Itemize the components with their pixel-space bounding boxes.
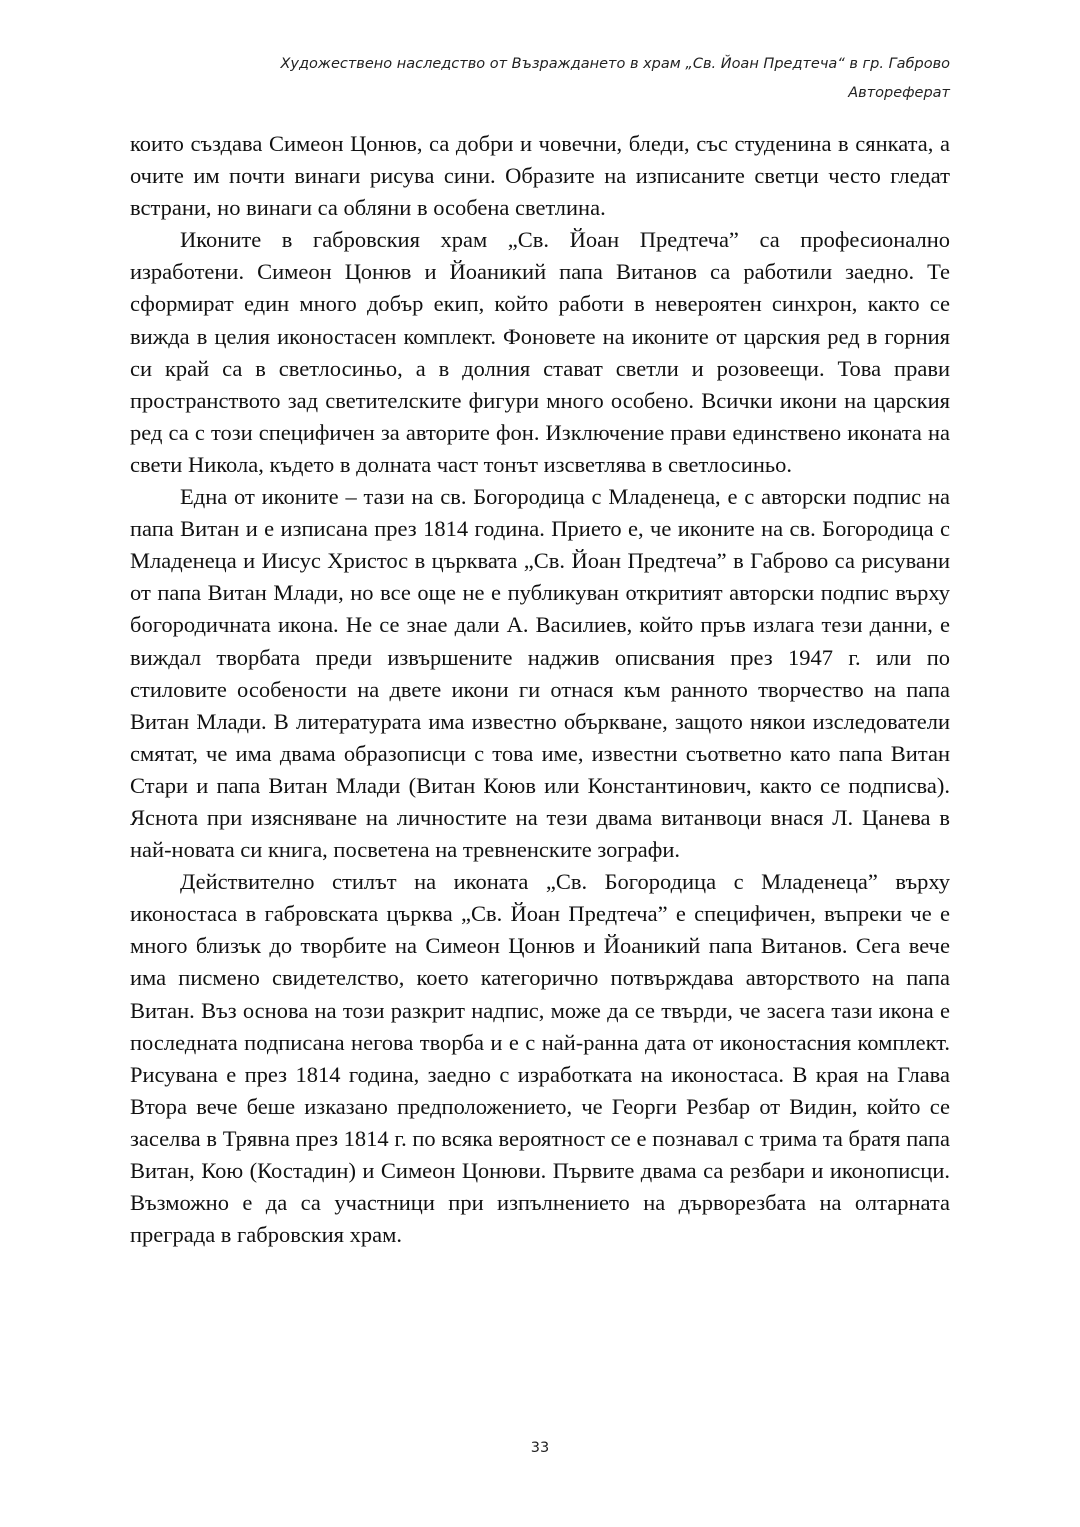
header-subtitle: Автореферат <box>848 85 950 101</box>
running-header <box>280 50 950 108</box>
header-title: Художествено наследство от Възраждането в храм „Св. Йоан Предтеча“ в гр. Габрово <box>280 56 950 72</box>
body-text <box>130 128 950 1251</box>
paragraph-4: Действително стилът на иконата „Св. Богородица с Младенеца” върху иконостаса в габровската църква „Св. Йоан Предтеча” е специфичен, въпреки че е много близък до творбите на Симеон Цонюв и Йоаникий папа Витанов. Сега вече има писмено свидетелство, което категорично потвърждава авторството на папа Витан. Въз основа на този разкрит надпис, може да се твърди, че засега тази икона е последната подписана негова творба и е с най-ранна дата от иконостасния комплект. Рисувана е през 1814 година, заедно с изработката на иконостаса. В края на Глава Втора вече беше изказано предположението, че Георги Резбар от Видин, който се заселва в Трявна през 1814 г. по всяка вероятност се е познавал с трима та братя папа Витан, Кою (Костадин) и Симеон Цонюви. Първите двама са резбари и иконописци. Възможно е да са участници при изпълнението на дърворезбата на олтарната преграда в габровския храм. <box>130 869 950 1248</box>
page-number: 33 <box>530 1440 550 1456</box>
paragraph-3: Една от иконите – тази на св. Богородица с Младенеца, е с авторски подпис на папа Витан и е изписана през 1814 година. Прието е, че иконите на св. Богородица с Младенеца и Иисус Христос в църквата „Св. Йоан Предтеча” в Габрово са рисувани от папа Витан Млади, но все още не е публикуван откритият авторски подпис върху богородичната икона. Не се знае дали А. Василиев, който пръв излага тези данни, е виждал творбата преди извършените наджив описвания през 1947 г. или по стиловите особености на двете икони ги отнася към ранното творчество на папа Витан Млади. В литературата има известно объркване, защото някои изследователи смятат, че има двама образописци с това име, известни съответно като папа Витан Стари и папа Витан Млади (Витан Коюв или Константинович, както се подписва). Яснота при изясняване на личностите на тези двама витанвоци внася Л. Цанева в най-новата си книга, посветена на тревненските зографи. <box>130 484 950 863</box>
paragraph-1: които създава Симеон Цонюв, са добри и човечни, бледи, със студенина в сянката, а очите им почти винаги рисува сини. Образите на изписаните светци често гледат встрани, но винаги са обляни в особена светлина. <box>130 131 950 221</box>
paragraph-2: Иконите в габровския храм „Св. Йоан Предтеча” са професионално изработени. Симеон Цонюв и Йоаникий папа Витанов са работили заедно. Те сформират един много добър екип, който работи в невероятен синхрон, както се вижда в целия иконостасен комплект. Фоновете на иконите от царския ред в горния си край са в светлосиньо, а в долния стават светли и розовеещи. Това прави пространството зад светителските фигури много особено. Всички икони на царския ред са с този специфичен за авторите фон. Изключение прави единствено иконата на свети Никола, където в долната част тонът изсветлява в светлосиньо. <box>130 227 950 477</box>
